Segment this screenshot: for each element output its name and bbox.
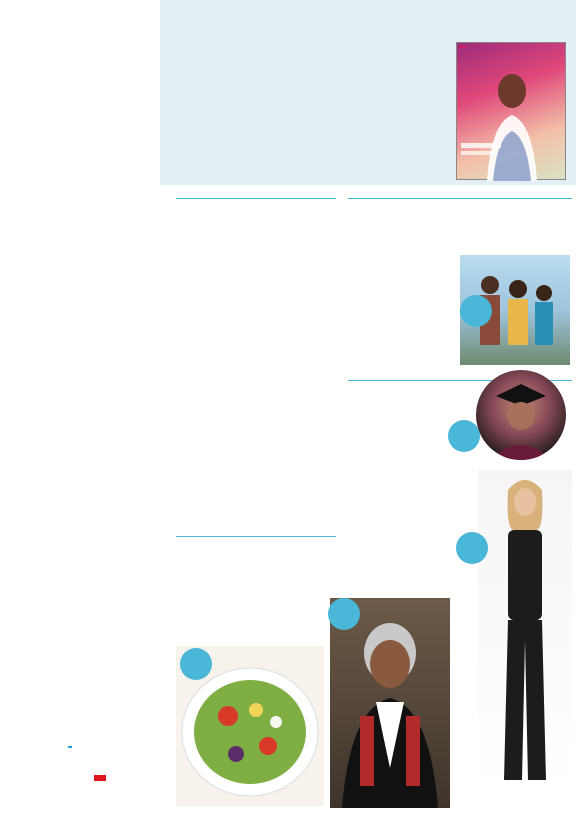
graduate-cap-icon (476, 370, 566, 460)
on-the-dot-logo (94, 775, 106, 781)
section-leefstyl-rule (176, 536, 336, 537)
contents-area (160, 0, 576, 813)
graduate-photo[interactable] (476, 370, 566, 460)
section-nuus-rule (176, 198, 336, 199)
masthead-column (0, 0, 153, 813)
fashion-photo[interactable] (478, 470, 572, 790)
fashion-model-icon (478, 470, 572, 790)
media24-logo-24 (68, 746, 72, 748)
badge-26 (180, 648, 212, 680)
badge-16 (448, 420, 480, 452)
badge-32 (456, 532, 488, 564)
section-advies-rule (348, 198, 572, 199)
judge-robe-icon (330, 598, 450, 808)
cover-figure-icon (457, 43, 567, 181)
badge-46 (328, 598, 360, 630)
badge-14 (460, 295, 492, 327)
judge-photo[interactable] (330, 598, 450, 808)
partner-logos (6, 717, 147, 805)
cover-thumbnail[interactable] (456, 42, 566, 180)
